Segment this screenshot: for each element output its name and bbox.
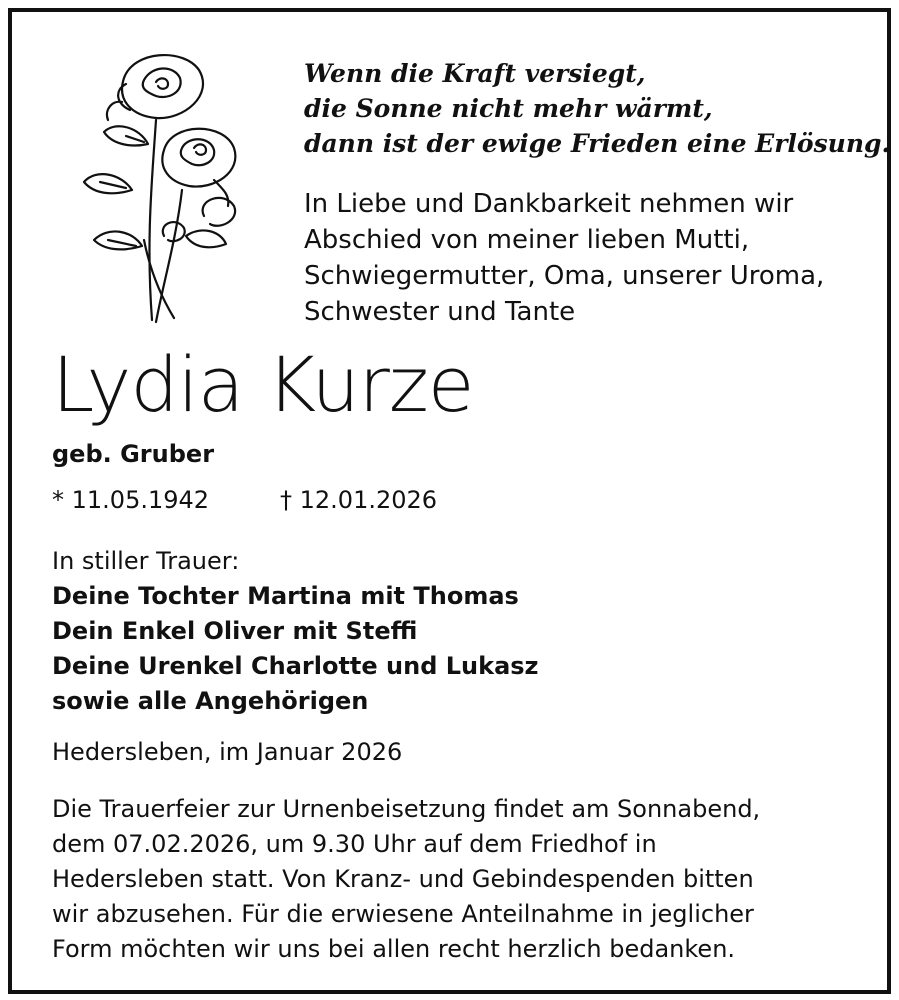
obituary-frame (8, 8, 891, 994)
life-dates (52, 486, 438, 514)
intro-line: Abschied von meiner lieben Mutti, (304, 225, 750, 255)
mourners-block (52, 544, 539, 719)
rose-icon (64, 40, 254, 330)
intro-line: Schwester und Tante (304, 297, 576, 327)
birth-name: geb. Gruber (52, 440, 215, 468)
mourners-label: In stiller Trauer: (52, 547, 240, 575)
poem-line: Wenn die Kraft versiegt, (304, 59, 646, 88)
intro-line: Schwiegermutter, Oma, unserer Uroma, (304, 261, 825, 291)
notice-line: Die Trauerfeier zur Urnenbeisetzung findet am Sonnabend, (52, 795, 761, 823)
place-date: Hedersleben, im Januar 2026 (52, 738, 403, 766)
funeral-notice (52, 792, 862, 967)
poem-line: die Sonne nicht mehr wärmt, (304, 94, 713, 123)
mourner-line: Dein Enkel Oliver mit Steffi (52, 617, 418, 645)
deceased-name: Lydia Kurze (52, 340, 474, 429)
intro-line: In Liebe und Dankbarkeit nehmen wir (304, 189, 794, 219)
mourner-line: Deine Urenkel Charlotte und Lukasz (52, 652, 539, 680)
mourner-line: Deine Tochter Martina mit Thomas (52, 582, 519, 610)
notice-line: Hedersleben statt. Von Kranz- und Gebindespenden bitten (52, 865, 754, 893)
intro-text (304, 186, 874, 330)
poem (304, 56, 891, 161)
death-date: † 12.01.2026 (280, 486, 438, 514)
poem-line: dann ist der ewige Frieden eine Erlösung. (304, 129, 891, 158)
notice-line: wir abzusehen. Für die erwiesene Anteilnahme in jeglicher (52, 900, 754, 928)
birth-date: * 11.05.1942 (52, 486, 210, 514)
notice-line: dem 07.02.2026, um 9.30 Uhr auf dem Friedhof in (52, 830, 657, 858)
mourner-line: sowie alle Angehörigen (52, 687, 369, 715)
notice-line: Form möchten wir uns bei allen recht herzlich bedanken. (52, 935, 736, 963)
